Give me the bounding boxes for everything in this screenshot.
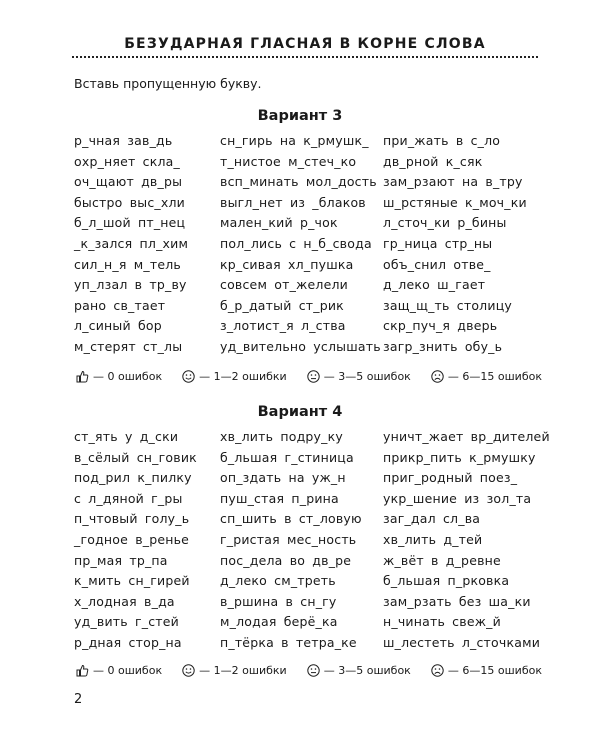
exercise-item: к_мить сн_гирей [74,573,190,589]
exercise-item: в_сёлый сн_говик [74,449,197,465]
legend-entry-3-5-errors [307,370,411,383]
exercise-item: уд_вительно услышать [220,338,381,354]
legend-text: — 0 ошибок [93,664,163,677]
exercise-item: рано св_тает [74,297,166,313]
legend-text: — 6—15 ошибок [447,370,542,383]
exercise-item: б_л_шой пт_нец [74,215,186,231]
exercise-item: м_лодая берё_ка [220,614,338,630]
sad-face-icon [431,664,444,677]
exercise-item: ж_вёт в д_ревне [383,552,501,568]
exercise-item: т_нистое м_стеч_ко [220,153,357,169]
exercise-item: быстро выс_хли [74,194,185,210]
legend-entry-0-errors [76,664,162,677]
variant-4-score-legend [76,664,542,677]
exercise-item: д_леко см_треть [220,573,336,589]
neutral-face-icon [307,664,320,677]
legend-text: — 3—5 ошибок [323,664,411,677]
exercise-item: в_ршина в сн_гу [220,593,337,609]
variant-4-column-3 [383,427,554,654]
exercise-item: б_р_датый ст_рик [220,297,344,313]
variant-3-exercise-grid [74,131,554,358]
exercise-item: ш_рстяные к_моч_ки [383,194,527,210]
exercise-item: пр_мая тр_па [74,552,168,568]
page-title: БЕЗУДАРНАЯ ГЛАСНАЯ В КОРНЕ СЛОВА [124,36,486,52]
exercise-item: хв_лить д_тей [383,531,483,547]
exercise-item: з_лотист_я л_ства [220,318,346,334]
legend-text: — 6—15 ошибок [447,664,542,677]
exercise-item: зам_рзать без ша_ки [383,593,531,609]
exercise-item: _к_зался пл_хим [74,235,189,251]
smile-icon [182,664,195,677]
exercise-item: при_жать в с_ло [383,133,501,148]
legend-text: — 1—2 ошибки [199,664,287,677]
variant-3-score-legend [76,370,542,383]
variant-3-column-3 [383,131,554,358]
exercise-item: мален_кий р_чок [220,215,338,231]
variant-4-column-2 [220,427,383,654]
exercise-item: п_тёрка в тетра_ке [220,634,357,650]
exercise-item: уд_вить г_стей [74,614,179,630]
exercise-item: выгл_нет из _блаков [220,194,366,210]
exercise-item: л_синый бор [74,318,162,334]
exercise-item: р_чная зав_дь [74,133,173,148]
exercise-item: под_рил к_пилку [74,470,192,486]
exercise-item: _годное в_ренье [74,531,190,547]
exercise-item: уп_лзал в тр_ву [74,277,187,293]
exercise-item: д_леко ш_гает [383,277,486,293]
exercise-item: пол_лись с н_б_свода [220,235,372,251]
exercise-item: прикр_пить к_рмушку [383,449,536,465]
variant-3-column-2 [220,131,383,358]
neutral-face-icon [307,370,320,383]
exercise-item: укр_шение из зол_та [383,490,532,506]
legend-entry-6-15-errors [431,370,542,383]
variant-3-column-1 [74,131,220,358]
exercise-item: защ_щ_ть столицу [383,297,512,313]
exercise-item: м_стерят ст_лы [74,338,183,354]
instruction-text: Вставь пропущенную букву. [74,76,262,91]
exercise-item: гр_ница стр_ны [383,235,493,251]
sad-face-icon [431,370,444,383]
variant-4-column-1 [74,427,220,654]
header-divider [72,56,538,58]
variant-4-exercise-grid [74,427,554,654]
exercise-item: хв_лить подру_ку [220,429,343,444]
legend-text: — 0 ошибок [93,370,163,383]
exercise-item: пуш_стая п_рина [220,490,339,506]
exercise-item: п_чтовый голу_ь [74,511,190,527]
thumbs-up-icon [76,664,89,677]
page-number: 2 [74,692,83,707]
thumbs-up-icon [76,370,89,383]
exercise-item: н_чинать свеж_й [383,614,501,630]
variant-3-title: Вариант 3 [257,108,343,124]
exercise-item: кр_сивая хл_пушка [220,256,354,272]
exercise-item: х_лодная в_да [74,593,175,609]
exercise-item: загр_знить обу_ь [383,338,503,354]
exercise-item: скр_пуч_я дверь [383,318,498,334]
exercise-item: объ_снил отве_ [383,256,491,272]
exercise-item: заг_дал сл_ва [383,511,481,527]
legend-entry-6-15-errors [431,664,542,677]
exercise-item: пос_дела во дв_ре [220,552,352,568]
exercise-item: приг_родный поез_ [383,470,518,486]
exercise-item: ст_ять у д_ски [74,429,179,444]
variant-4-title: Вариант 4 [257,404,343,420]
legend-entry-1-2-errors [182,370,287,383]
exercise-item: л_сточ_ки р_бины [383,215,507,231]
exercise-item: ш_лестеть л_сточками [383,634,541,650]
smile-icon [182,370,195,383]
legend-text: — 1—2 ошибки [199,370,287,383]
exercise-item: сил_н_я м_тель [74,256,181,272]
exercise-item: уничт_жает вр_дителей [383,429,550,444]
legend-entry-0-errors [76,370,162,383]
exercise-item: охр_няет скла_ [74,153,180,169]
exercise-item: оч_щают дв_ры [74,174,183,190]
exercise-item: б_льшая г_стиница [220,449,354,465]
exercise-item: всп_минать мол_дость [220,174,377,190]
exercise-item: с л_дяной г_ры [74,490,183,506]
exercise-item: г_ристая мес_ность [220,531,357,547]
legend-entry-1-2-errors [182,664,287,677]
exercise-item: дв_рной к_сяк [383,153,483,169]
exercise-item: сн_гирь на к_рмушк_ [220,133,369,148]
legend-entry-3-5-errors [307,664,411,677]
exercise-item: зам_рзают на в_тру [383,174,523,190]
exercise-item: б_льшая п_рковка [383,573,510,589]
exercise-item: сп_шить в ст_ловую [220,511,362,527]
exercise-item: оп_здать на уж_н [220,470,346,486]
exercise-item: совсем от_желели [220,277,348,293]
legend-text: — 3—5 ошибок [323,370,411,383]
exercise-item: р_дная стор_на [74,634,182,650]
